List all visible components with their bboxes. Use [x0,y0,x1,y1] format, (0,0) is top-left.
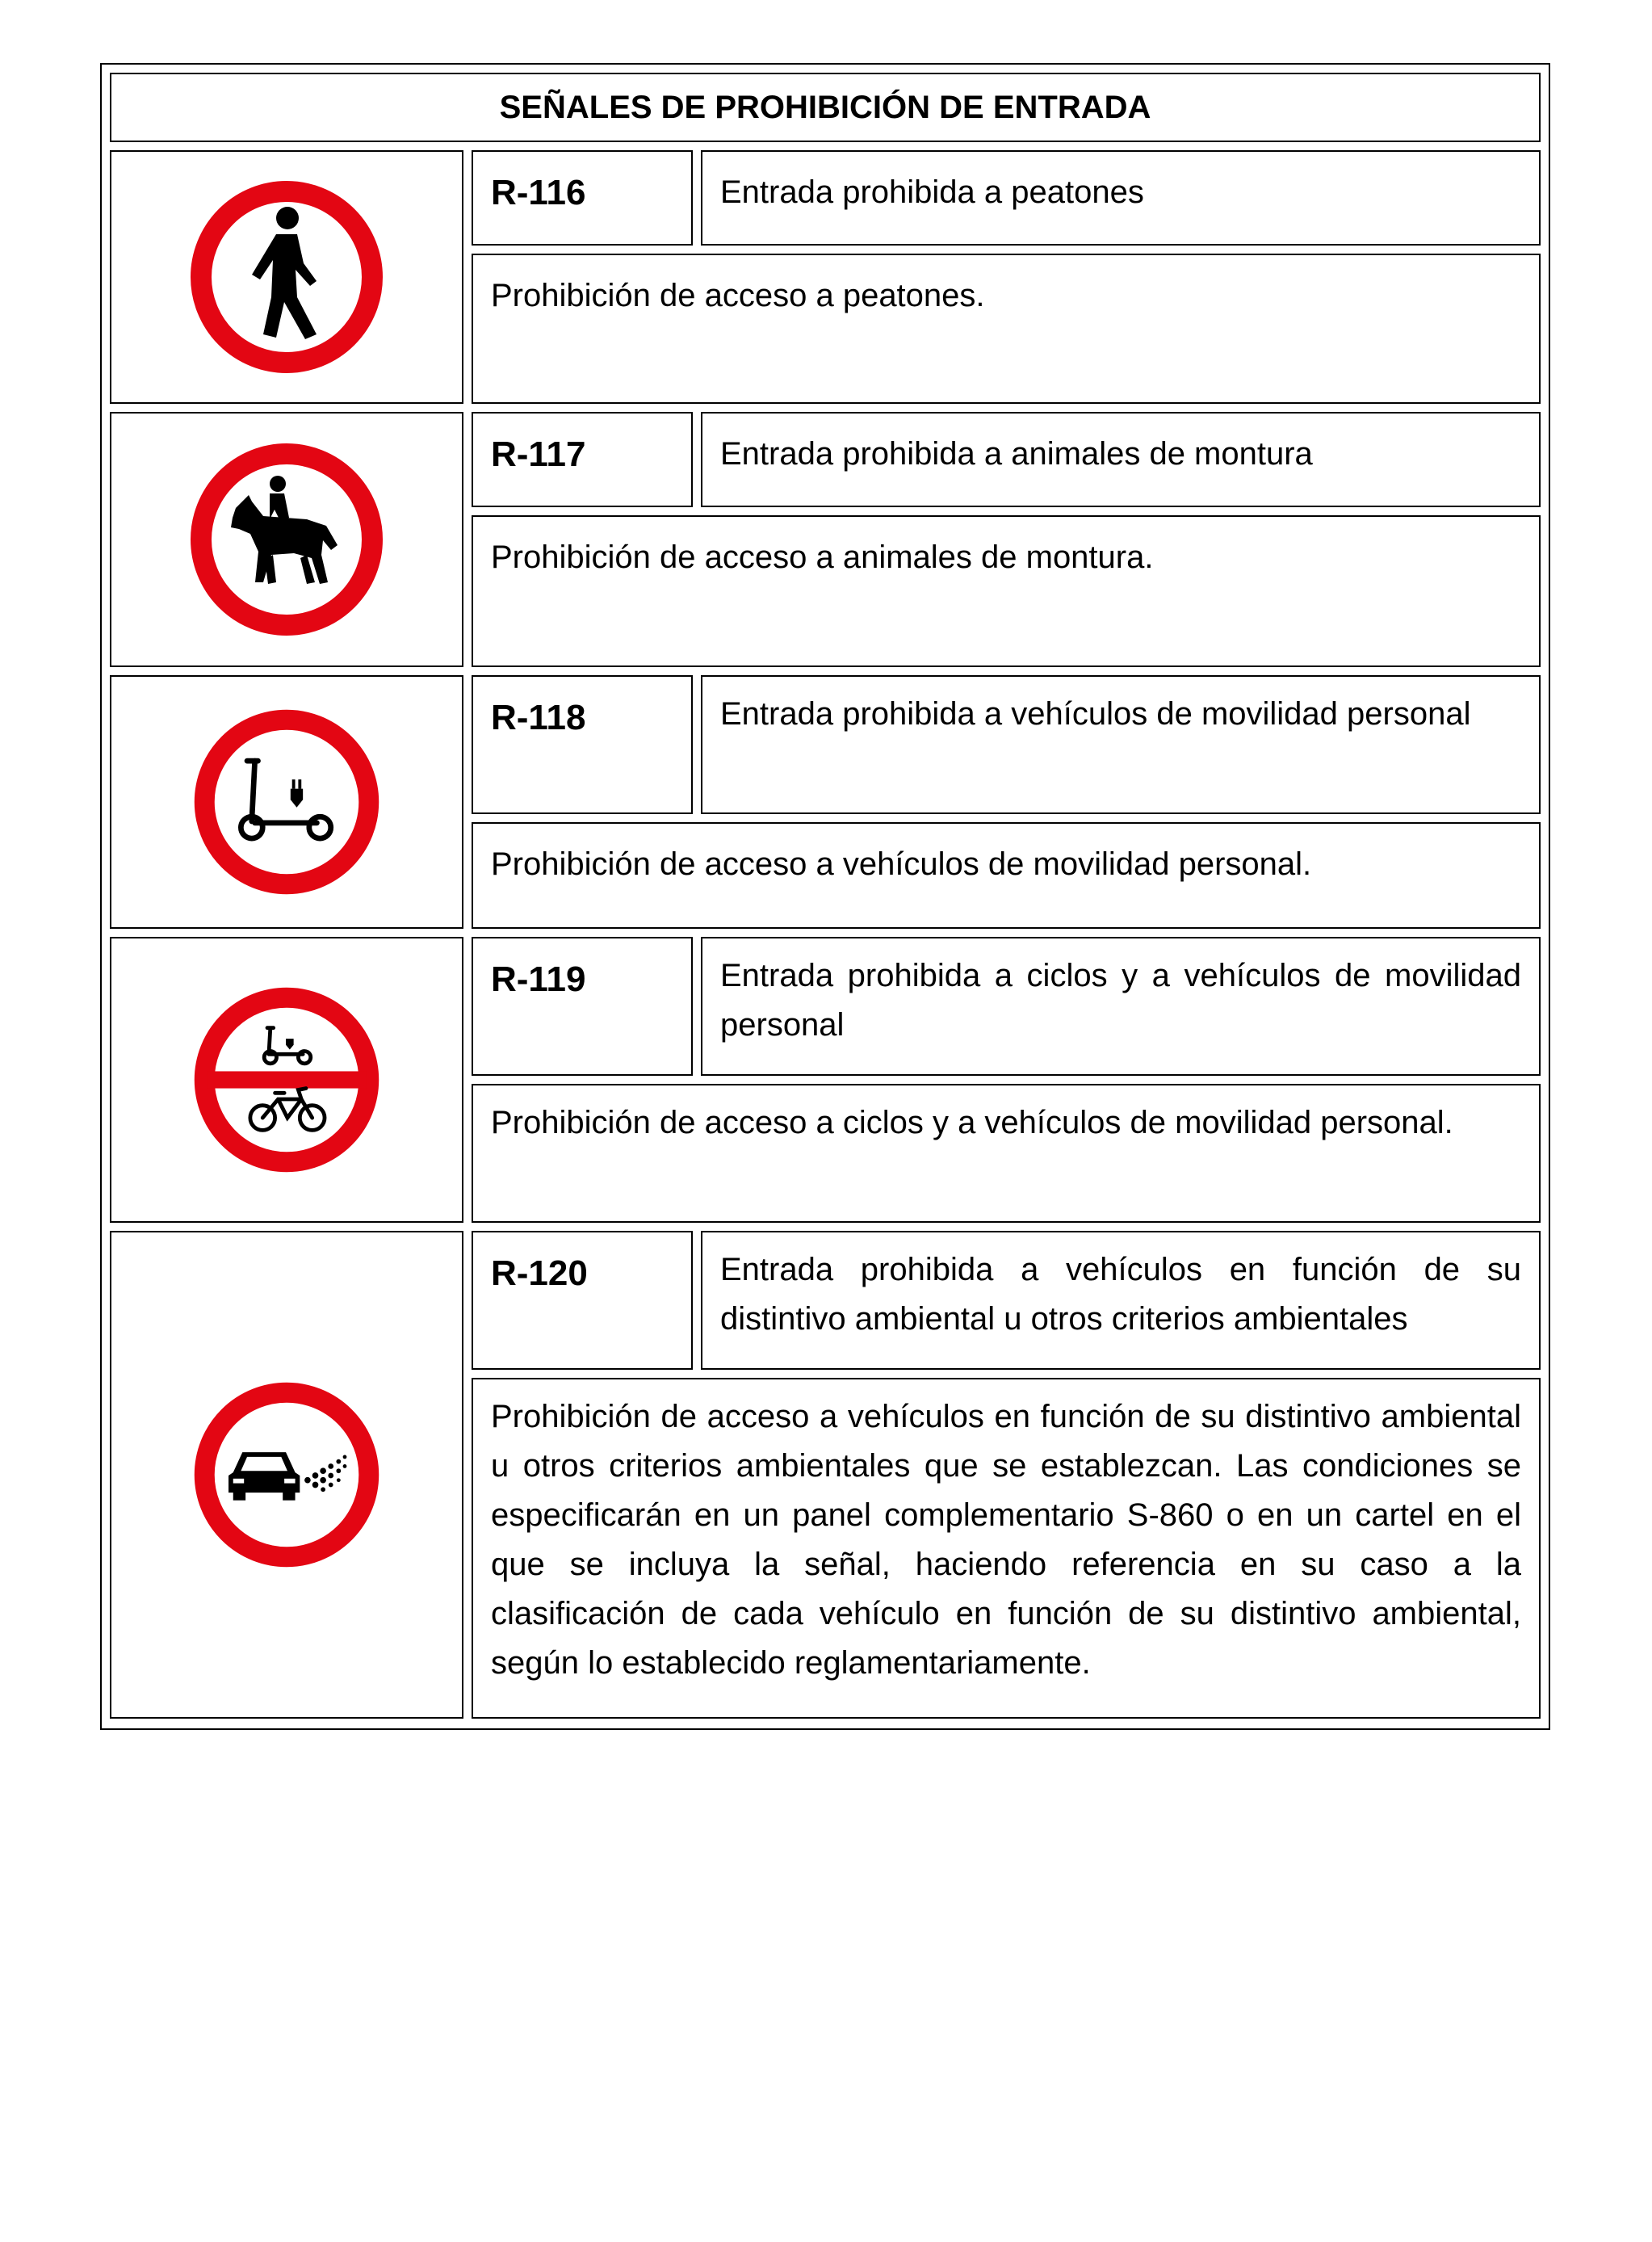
description-cell-r119 [472,1084,1541,1223]
sign-description: Prohibición de acceso a peatones. [491,278,985,313]
horse-rider-icon [186,439,388,640]
code-cell-r118 [472,675,693,814]
sign-code: R-116 [491,173,586,212]
sign-name: Entrada prohibida a peatones [720,174,1144,210]
scooter-icon [190,705,384,899]
code-cell-r116 [472,150,693,246]
description-cell-r117 [472,515,1541,667]
sign-description: Prohibición de acceso a ciclos y a vehículos de movilidad personal. [491,1105,1453,1140]
scooter-bicycle-icon [190,983,384,1177]
sign-name: Entrada prohibida a vehículos en función de su distintivo ambiental u otros criterios ambientales [720,1252,1521,1337]
sign-code: R-119 [491,959,586,999]
car-emissions-icon [190,1378,384,1572]
code-cell-r119 [472,937,693,1076]
sign-name: Entrada prohibida a vehículos de movilidad personal [720,696,1471,732]
sign-name: Entrada prohibida a animales de montura [720,436,1313,472]
sign-cell-r120 [110,1231,463,1719]
sign-cell-r119 [110,937,463,1223]
sign-code: R-120 [491,1253,588,1293]
sign-cell-r116 [110,150,463,404]
sign-cell-r118 [110,675,463,929]
code-cell-r117 [472,412,693,507]
description-cell-r120 [472,1378,1541,1719]
table-title [110,73,1541,142]
code-cell-r120 [472,1231,693,1370]
pedestrian-icon [186,176,388,378]
name-cell-r118 [701,675,1541,814]
name-cell-r116 [701,150,1541,246]
sign-description: Prohibición de acceso a vehículos en función de su distintivo ambiental u otros criterios ambientales que se establezcan. Las condiciones se especificarán en un panel complementario S-860 o en un cartel en el que se incluya la señal, haciendo referencia en su caso a la clasificación de cada vehículo en función de su distintivo ambiental, según lo establecido reglamentariamente. [491,1399,1521,1681]
name-cell-r119 [701,937,1541,1076]
description-cell-r118 [472,822,1541,929]
table-title-text: SEÑALES DE PROHIBICIÓN DE ENTRADA [499,89,1151,125]
sign-cell-r117 [110,412,463,667]
sign-description: Prohibición de acceso a vehículos de movilidad personal. [491,846,1312,882]
name-cell-r117 [701,412,1541,507]
sign-code: R-117 [491,435,586,474]
sign-code: R-118 [491,698,586,737]
name-cell-r120 [701,1231,1541,1370]
sign-name: Entrada prohibida a ciclos y a vehículos de movilidad personal [720,958,1521,1043]
sign-description: Prohibición de acceso a animales de montura. [491,540,1154,575]
description-cell-r116 [472,254,1541,404]
